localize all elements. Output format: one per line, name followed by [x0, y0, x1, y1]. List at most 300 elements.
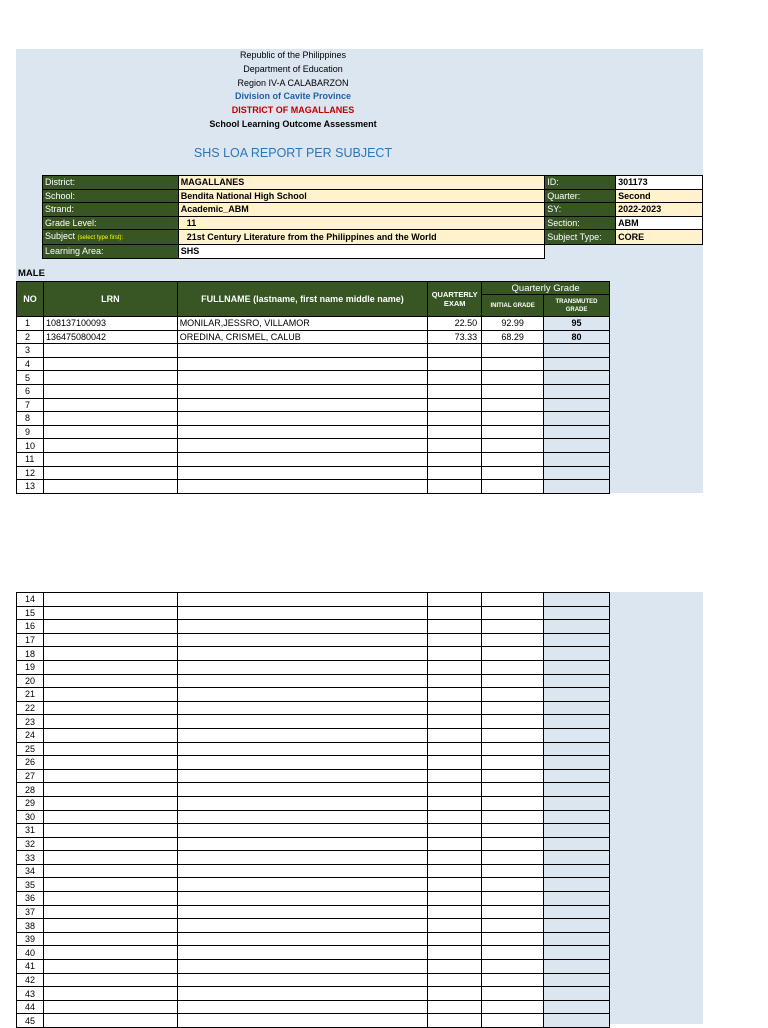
exam-cell[interactable]: [428, 851, 482, 865]
fullname-cell[interactable]: OREDINA, CRISMEL, CALUB: [177, 330, 428, 344]
lrn-cell[interactable]: [43, 452, 177, 466]
district-value[interactable]: MAGALLANES: [178, 176, 544, 190]
initial-grade-cell: [482, 660, 544, 674]
initial-grade-cell: [482, 439, 544, 453]
lrn-cell[interactable]: 136475080042: [43, 330, 177, 344]
transmuted-grade-cell: [544, 728, 610, 742]
table-row: [17, 701, 610, 715]
initial-grade-cell: [482, 837, 544, 851]
initial-grade-cell: 92.99: [482, 317, 544, 331]
fullname-cell[interactable]: [177, 864, 428, 878]
lrn-cell[interactable]: [43, 851, 177, 865]
fullname-cell[interactable]: [177, 987, 428, 1001]
sy-label: SY:: [545, 203, 616, 217]
fullname-cell[interactable]: [177, 674, 428, 688]
exam-cell[interactable]: [428, 878, 482, 892]
table-row: [17, 688, 610, 702]
exam-cell[interactable]: [428, 647, 482, 661]
table-row: [17, 919, 610, 933]
row-number: 21: [17, 688, 44, 702]
initial-grade-cell: [482, 344, 544, 358]
fullname-cell[interactable]: [177, 384, 428, 398]
exam-cell[interactable]: [428, 973, 482, 987]
lrn-cell[interactable]: [43, 701, 177, 715]
subject-label: [43, 230, 179, 245]
initial-grade-cell: [482, 973, 544, 987]
strand-value[interactable]: Academic_ABM: [178, 203, 544, 217]
lrn-cell[interactable]: [43, 620, 177, 634]
initial-grade-cell: [482, 851, 544, 865]
transmuted-grade-cell: [544, 851, 610, 865]
fullname-cell[interactable]: [177, 756, 428, 770]
transmuted-grade-cell: [544, 742, 610, 756]
initial-grade-cell: [482, 357, 544, 371]
exam-cell[interactable]: [428, 660, 482, 674]
transmuted-grade-cell: [544, 796, 610, 810]
grade-table-page1: [16, 281, 610, 494]
exam-cell[interactable]: [428, 633, 482, 647]
exam-cell[interactable]: [428, 688, 482, 702]
transmuted-grade-cell: [544, 810, 610, 824]
fullname-cell[interactable]: [177, 647, 428, 661]
row-number: 17: [17, 633, 44, 647]
fullname-cell[interactable]: [177, 973, 428, 987]
row-number: 38: [17, 919, 44, 933]
report-title: SHS LOA REPORT PER SUBJECT: [193, 146, 393, 160]
exam-cell[interactable]: [428, 466, 482, 480]
exam-cell[interactable]: [428, 398, 482, 412]
initial-grade-cell: [482, 960, 544, 974]
transmuted-grade-cell: [544, 960, 610, 974]
row-number: 6: [17, 384, 44, 398]
initial-grade-cell: [482, 864, 544, 878]
initial-grade-cell: [482, 371, 544, 385]
exam-cell[interactable]: [428, 425, 482, 439]
quarterly-grade-header: Quarterly Grade: [482, 282, 610, 295]
table-row: [17, 932, 610, 946]
lrn-cell[interactable]: [43, 796, 177, 810]
transmuted-grade-cell: [544, 688, 610, 702]
exam-cell[interactable]: [428, 864, 482, 878]
lrn-cell[interactable]: [43, 425, 177, 439]
fullname-header: FULLNAME (lastname, first name middle name): [177, 282, 428, 317]
exam-cell[interactable]: [428, 371, 482, 385]
lrn-cell[interactable]: [43, 987, 177, 1001]
fullname-cell[interactable]: [177, 892, 428, 906]
fullname-cell[interactable]: [177, 371, 428, 385]
fullname-cell[interactable]: [177, 742, 428, 756]
fullname-cell[interactable]: [177, 769, 428, 783]
fullname-cell[interactable]: [177, 728, 428, 742]
fullname-cell[interactable]: [177, 783, 428, 797]
lrn-cell[interactable]: [43, 892, 177, 906]
table-row: [17, 674, 610, 688]
transmuted-grade-cell: [544, 864, 610, 878]
transmuted-grade-cell: [544, 384, 610, 398]
row-number: 45: [17, 1014, 44, 1028]
table-row: [17, 357, 610, 371]
lrn-cell[interactable]: [43, 783, 177, 797]
exam-cell[interactable]: [428, 824, 482, 838]
initial-grade-cell: [482, 1000, 544, 1014]
row-number: 42: [17, 973, 44, 987]
row-number: 23: [17, 715, 44, 729]
lrn-cell[interactable]: [43, 606, 177, 620]
transmuted-grade-cell: [544, 357, 610, 371]
table-row: [17, 452, 610, 466]
quarter-value[interactable]: Second: [616, 189, 703, 203]
row-number: 29: [17, 796, 44, 810]
row-number: 4: [17, 357, 44, 371]
initial-grade-cell: [482, 769, 544, 783]
exam-cell[interactable]: [428, 987, 482, 1001]
row-number: 34: [17, 864, 44, 878]
sy-value[interactable]: 2022-2023: [616, 203, 703, 217]
transmuted-grade-cell: [544, 647, 610, 661]
exam-cell[interactable]: [428, 593, 482, 607]
lrn-cell[interactable]: [43, 439, 177, 453]
table-row: [17, 620, 610, 634]
table-row: [17, 756, 610, 770]
transmuted-grade-cell: [544, 987, 610, 1001]
subject-type-value[interactable]: CORE: [616, 230, 703, 245]
row-number: 2: [17, 330, 44, 344]
id-value[interactable]: 301173: [616, 176, 703, 190]
learning-area-value[interactable]: SHS: [178, 245, 544, 259]
exam-cell[interactable]: [428, 439, 482, 453]
initial-grade-cell: [482, 412, 544, 426]
learning-area-label: Learning Area:: [43, 245, 179, 259]
fullname-cell[interactable]: [177, 1000, 428, 1014]
row-number: 14: [17, 593, 44, 607]
initial-grade-cell: [482, 606, 544, 620]
lrn-cell[interactable]: [43, 593, 177, 607]
fullname-cell[interactable]: [177, 398, 428, 412]
fullname-cell[interactable]: [177, 357, 428, 371]
lrn-cell[interactable]: [43, 660, 177, 674]
fullname-cell[interactable]: [177, 412, 428, 426]
row-number: 26: [17, 756, 44, 770]
table-row: [17, 878, 610, 892]
lrn-cell[interactable]: [43, 878, 177, 892]
row-number: 25: [17, 742, 44, 756]
row-number: 20: [17, 674, 44, 688]
initial-grade-cell: [482, 688, 544, 702]
fullname-cell[interactable]: [177, 960, 428, 974]
lrn-cell[interactable]: [43, 946, 177, 960]
fullname-cell[interactable]: [177, 688, 428, 702]
table-row: [17, 769, 610, 783]
transmuted-grade-cell: [544, 633, 610, 647]
transmuted-grade-cell: [544, 905, 610, 919]
lrn-cell[interactable]: [43, 742, 177, 756]
transmuted-grade-cell: [544, 783, 610, 797]
transmuted-grade-cell: [544, 932, 610, 946]
transmuted-grade-cell: [544, 701, 610, 715]
exam-cell[interactable]: [428, 932, 482, 946]
lrn-cell[interactable]: [43, 810, 177, 824]
initial-grade-cell: [482, 892, 544, 906]
exam-cell[interactable]: [428, 1000, 482, 1014]
initial-grade-cell: [482, 728, 544, 742]
row-number: 1: [17, 317, 44, 331]
row-number: 19: [17, 660, 44, 674]
table-row: [17, 1000, 610, 1014]
transmuted-grade-cell: [544, 892, 610, 906]
fullname-cell[interactable]: [177, 919, 428, 933]
exam-cell[interactable]: [428, 412, 482, 426]
table-row: [17, 946, 610, 960]
fullname-cell[interactable]: [177, 701, 428, 715]
lrn-cell[interactable]: [43, 344, 177, 358]
initial-grade-cell: [482, 1014, 544, 1028]
school-value[interactable]: Bendita National High School: [178, 189, 544, 203]
row-number: 24: [17, 728, 44, 742]
lrn-cell[interactable]: [43, 756, 177, 770]
lrn-cell[interactable]: [43, 960, 177, 974]
exam-cell[interactable]: [428, 357, 482, 371]
transmuted-grade-cell: [544, 452, 610, 466]
fullname-cell[interactable]: [177, 905, 428, 919]
exam-cell[interactable]: [428, 783, 482, 797]
fullname-cell[interactable]: MONILAR,JESSRO, VILLAMOR: [177, 317, 428, 331]
fullname-cell[interactable]: [177, 810, 428, 824]
grade-level-label: Grade Level:: [43, 216, 179, 230]
table-row: [17, 837, 610, 851]
initial-grade-cell: [482, 756, 544, 770]
table-row: [17, 783, 610, 797]
initial-grade-cell: [482, 946, 544, 960]
transmuted-grade-cell: [544, 1014, 610, 1028]
table-row: [17, 851, 610, 865]
transmuted-grade-cell: [544, 344, 610, 358]
fullname-cell[interactable]: [177, 1014, 428, 1028]
row-number: 5: [17, 371, 44, 385]
lrn-cell[interactable]: [43, 905, 177, 919]
table-row: [17, 344, 610, 358]
exam-cell[interactable]: [428, 606, 482, 620]
lrn-cell[interactable]: [43, 398, 177, 412]
table-row: [17, 384, 610, 398]
initial-grade-cell: 68.29: [482, 330, 544, 344]
row-number: 37: [17, 905, 44, 919]
exam-cell[interactable]: [428, 810, 482, 824]
grade-level-value[interactable]: 11: [178, 216, 544, 230]
lrn-cell[interactable]: [43, 688, 177, 702]
subject-value[interactable]: 21st Century Literature from the Philippines and the World: [178, 230, 544, 245]
lrn-cell[interactable]: [43, 837, 177, 851]
fullname-cell[interactable]: [177, 851, 428, 865]
transmuted-grade-cell: [544, 466, 610, 480]
quarterly-exam-header: QUARTERLY EXAM: [428, 282, 482, 317]
fullname-cell[interactable]: [177, 425, 428, 439]
initial-grade-cell: [482, 742, 544, 756]
lrn-cell[interactable]: [43, 1014, 177, 1028]
table-row: [17, 728, 610, 742]
initial-grade-cell: [482, 715, 544, 729]
row-number: 8: [17, 412, 44, 426]
subject-hint: (select type first):: [77, 235, 124, 241]
fullname-cell[interactable]: [177, 796, 428, 810]
lrn-cell[interactable]: [43, 371, 177, 385]
fullname-cell[interactable]: [177, 620, 428, 634]
lrn-cell[interactable]: [43, 1000, 177, 1014]
lrn-header: LRN: [43, 282, 177, 317]
initial-grade-cell: [482, 384, 544, 398]
row-number: 33: [17, 851, 44, 865]
exam-cell[interactable]: [428, 796, 482, 810]
header-division: Division of Cavite Province: [234, 91, 352, 101]
id-label: ID:: [545, 176, 616, 190]
lrn-cell[interactable]: [43, 769, 177, 783]
exam-cell[interactable]: [428, 769, 482, 783]
exam-cell[interactable]: [428, 384, 482, 398]
lrn-cell[interactable]: [43, 412, 177, 426]
fullname-cell[interactable]: [177, 946, 428, 960]
section-label: Section:: [545, 216, 616, 230]
info-table: [42, 175, 703, 259]
lrn-cell[interactable]: [43, 919, 177, 933]
initial-grade-cell: [482, 919, 544, 933]
transmuted-grade-cell: [544, 919, 610, 933]
no-header: NO: [17, 282, 44, 317]
transmuted-grade-header: TRANSMUTED GRADE: [544, 295, 610, 317]
row-number: 41: [17, 960, 44, 974]
fullname-cell[interactable]: [177, 660, 428, 674]
row-number: 43: [17, 987, 44, 1001]
initial-grade-cell: [482, 905, 544, 919]
lrn-cell[interactable]: [43, 466, 177, 480]
row-number: 36: [17, 892, 44, 906]
fullname-cell[interactable]: [177, 837, 428, 851]
transmuted-grade-cell: [544, 837, 610, 851]
table-row: [17, 1014, 610, 1028]
fullname-cell[interactable]: [177, 824, 428, 838]
lrn-cell[interactable]: [43, 864, 177, 878]
fullname-cell[interactable]: [177, 344, 428, 358]
table-row: [17, 480, 610, 494]
row-number: 32: [17, 837, 44, 851]
table-row: [17, 824, 610, 838]
exam-cell[interactable]: [428, 892, 482, 906]
initial-grade-cell: [482, 425, 544, 439]
subject-label-text: Subject: [45, 231, 76, 241]
initial-grade-cell: [482, 466, 544, 480]
exam-cell[interactable]: [428, 674, 482, 688]
male-section-label: MALE: [18, 268, 45, 279]
transmuted-grade-cell: [544, 439, 610, 453]
row-number: 44: [17, 1000, 44, 1014]
fullname-cell[interactable]: [177, 439, 428, 453]
exam-cell[interactable]: [428, 715, 482, 729]
lrn-cell[interactable]: [43, 633, 177, 647]
lrn-cell[interactable]: [43, 480, 177, 494]
fullname-cell[interactable]: [177, 932, 428, 946]
fullname-cell[interactable]: [177, 633, 428, 647]
section-value[interactable]: ABM: [616, 216, 703, 230]
lrn-cell[interactable]: [43, 932, 177, 946]
exam-cell[interactable]: [428, 452, 482, 466]
lrn-cell[interactable]: [43, 824, 177, 838]
lrn-cell[interactable]: 108137100093: [43, 317, 177, 331]
exam-cell[interactable]: [428, 756, 482, 770]
exam-cell[interactable]: 22.50: [428, 317, 482, 331]
exam-cell[interactable]: 73.33: [428, 330, 482, 344]
initial-grade-cell: [482, 878, 544, 892]
exam-cell[interactable]: [428, 620, 482, 634]
lrn-cell[interactable]: [43, 384, 177, 398]
fullname-cell[interactable]: [177, 452, 428, 466]
fullname-cell[interactable]: [177, 466, 428, 480]
exam-cell[interactable]: [428, 905, 482, 919]
fullname-cell[interactable]: [177, 878, 428, 892]
table-row: [17, 892, 610, 906]
exam-cell[interactable]: [428, 837, 482, 851]
initial-grade-cell: [482, 932, 544, 946]
strand-label: Strand:: [43, 203, 179, 217]
fullname-cell[interactable]: [177, 593, 428, 607]
subject-type-label: Subject Type:: [545, 230, 616, 245]
row-number: 16: [17, 620, 44, 634]
exam-cell[interactable]: [428, 480, 482, 494]
row-number: 31: [17, 824, 44, 838]
fullname-cell[interactable]: [177, 606, 428, 620]
lrn-cell[interactable]: [43, 357, 177, 371]
initial-grade-cell: [482, 620, 544, 634]
lrn-cell[interactable]: [43, 728, 177, 742]
row-number: 10: [17, 439, 44, 453]
exam-cell[interactable]: [428, 960, 482, 974]
lrn-cell[interactable]: [43, 973, 177, 987]
table-row: [17, 796, 610, 810]
lrn-cell[interactable]: [43, 715, 177, 729]
lrn-cell[interactable]: [43, 674, 177, 688]
table-row: [17, 439, 610, 453]
table-row: [17, 606, 610, 620]
row-number: 22: [17, 701, 44, 715]
row-number: 35: [17, 878, 44, 892]
table-row: [17, 633, 610, 647]
exam-cell[interactable]: [428, 728, 482, 742]
transmuted-grade-cell: [544, 769, 610, 783]
transmuted-grade-cell: [544, 1000, 610, 1014]
exam-cell[interactable]: [428, 919, 482, 933]
table-row: [17, 466, 610, 480]
initial-grade-cell: [482, 398, 544, 412]
row-number: 13: [17, 480, 44, 494]
exam-cell[interactable]: [428, 742, 482, 756]
transmuted-grade-cell: [544, 425, 610, 439]
header-region: Region IV-A CALABARZON: [237, 78, 349, 88]
exam-cell[interactable]: [428, 946, 482, 960]
transmuted-grade-cell: [544, 593, 610, 607]
initial-grade-cell: [482, 480, 544, 494]
transmuted-grade-cell: [544, 620, 610, 634]
exam-cell[interactable]: [428, 1014, 482, 1028]
exam-cell[interactable]: [428, 344, 482, 358]
transmuted-grade-cell: [544, 412, 610, 426]
table-row: [17, 371, 610, 385]
fullname-cell[interactable]: [177, 480, 428, 494]
table-row: [17, 398, 610, 412]
initial-grade-cell: [482, 987, 544, 1001]
quarter-label: Quarter:: [545, 189, 616, 203]
exam-cell[interactable]: [428, 701, 482, 715]
initial-grade-cell: [482, 647, 544, 661]
lrn-cell[interactable]: [43, 647, 177, 661]
fullname-cell[interactable]: [177, 715, 428, 729]
transmuted-grade-cell: [544, 674, 610, 688]
